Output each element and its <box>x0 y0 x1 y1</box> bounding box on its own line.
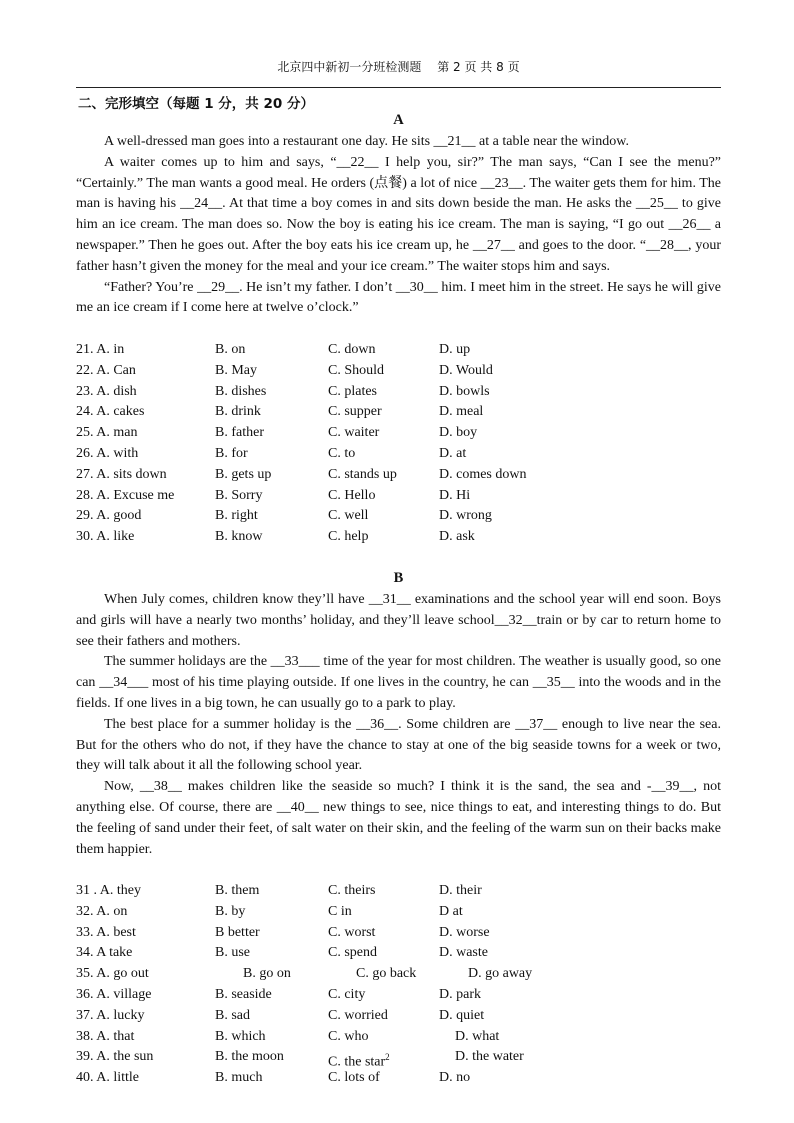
question-row <box>76 423 721 444</box>
option-a: 25. A. man <box>76 425 138 441</box>
option-a: 22. A. Can <box>76 362 136 378</box>
option-a: 36. A. village <box>76 986 152 1002</box>
passage-a-paragraph: A waiter comes up to him and says, “__22__ I help you, sir?” The man says, “Can I see the menu?” “Certainly.” The man wants a good meal. He orders (点餐) a lot of nice __23__. The waiter gets them for him. The man is having his __24__. At that time a boy comes in and sits down beside the man. He asks the __25__ to give him an ice cream. The man does so. Now the boy is eating his ice cream. The man is saying, “I go out __26__ a newspaper.” Then he goes out. After the boy eats his ice cream up, he __27__ and goes to the door. “__28__, your father hasn’t given the money for the meal and your ice cream.” The waiter stops him and says. <box>76 154 721 274</box>
option-d: D. waste <box>439 945 488 961</box>
question-row <box>76 527 721 548</box>
option-c: C. Should <box>328 362 385 378</box>
question-row <box>76 943 721 964</box>
passage-a <box>76 132 721 319</box>
option-b: B. them <box>215 883 260 898</box>
page-header: 北京四中新初一分班检测题 第 2 页 共 8 页 <box>277 60 520 74</box>
option-c: C. waiter <box>328 425 380 441</box>
option-d: D. at <box>439 445 467 461</box>
question-row <box>76 902 721 923</box>
option-c: C. who <box>328 1028 369 1044</box>
option-c: C. worried <box>328 1007 388 1023</box>
option-c: C. go back <box>356 966 417 982</box>
option-c: C. stands up <box>328 466 397 482</box>
header-divider <box>76 87 721 88</box>
option-d: D. Hi <box>439 487 471 503</box>
section-title: 二、完形填空（每题 1 分，共 20 分） <box>78 96 314 112</box>
option-d: D. meal <box>439 404 484 420</box>
option-b: B. which <box>215 1028 266 1044</box>
option-a: 33. A. best <box>76 924 136 940</box>
option-d: D. park <box>439 986 481 1002</box>
option-a: 32. A. on <box>76 903 128 919</box>
option-d: D. go away <box>468 966 533 982</box>
option-d: D at <box>439 903 463 919</box>
question-row <box>76 444 721 465</box>
option-d: D. bowls <box>439 383 490 399</box>
option-b: B. use <box>215 945 250 961</box>
option-b: B. May <box>215 362 257 378</box>
question-row <box>76 402 721 423</box>
part-a-title: A <box>393 112 404 128</box>
option-a: 30. A. like <box>76 529 135 545</box>
option-a: 26. A. with <box>76 445 139 461</box>
option-b: B. dishes <box>215 383 267 399</box>
option-d: D. comes down <box>439 466 527 482</box>
passage-b-paragraph: The summer holidays are the __33___ time of the year for most children. The weather is usually good, so one can __34___ most of his time playing outside. If one lives in the country, he can __35__ into the woods and in the fields. If one lives in a big town, he can usually go to a park to play. <box>76 654 721 711</box>
question-row <box>76 923 721 944</box>
option-d: D. what <box>455 1028 500 1044</box>
option-d: D. boy <box>439 425 478 441</box>
option-c-text: C. the star <box>328 1055 386 1071</box>
option-c: C in <box>328 903 352 919</box>
option-c: C. well <box>328 508 369 524</box>
option-b: B. on <box>215 342 246 357</box>
option-c: C. Hello <box>328 487 376 503</box>
options-b <box>76 881 721 1089</box>
option-b: B. much <box>215 1070 263 1086</box>
option-b: B. seaside <box>215 986 272 1002</box>
question-row <box>76 340 721 361</box>
option-b: B. sad <box>215 1007 250 1023</box>
superscript-mark: 2 <box>385 1052 390 1063</box>
option-c: C. plates <box>328 383 377 399</box>
question-row <box>76 465 721 486</box>
option-c: C. help <box>328 529 369 545</box>
option-a: 40. A. little <box>76 1070 139 1086</box>
option-b: B. drink <box>215 404 261 420</box>
question-row <box>76 985 721 1006</box>
question-row <box>76 881 721 902</box>
option-c: C. to <box>328 445 356 461</box>
option-a: 31 . A. they <box>76 883 141 898</box>
option-c: C. down <box>328 342 376 357</box>
option-b: B. know <box>215 529 263 545</box>
option-a: 27. A. sits down <box>76 466 167 482</box>
option-a: 23. A. dish <box>76 383 137 399</box>
passage-a-paragraph: A well-dressed man goes into a restaurant one day. He sits __21__ at a table near the window. <box>104 134 629 149</box>
option-a: 35. A. go out <box>76 966 149 982</box>
option-d: D. the water <box>455 1049 524 1065</box>
option-c: C. city <box>328 986 366 1002</box>
option-a: 39. A. the sun <box>76 1049 154 1065</box>
option-b: B. right <box>215 508 258 524</box>
option-d: D. wrong <box>439 508 492 524</box>
option-a: 37. A. lucky <box>76 1007 145 1023</box>
question-row <box>76 964 721 985</box>
option-b: B. father <box>215 425 264 441</box>
question-row <box>76 486 721 507</box>
option-b: B. by <box>215 903 246 919</box>
question-row <box>76 1027 721 1048</box>
question-row <box>76 1047 721 1071</box>
option-d: D. quiet <box>439 1007 485 1023</box>
option-c: C. worst <box>328 924 376 940</box>
option-d: D. Would <box>439 362 493 378</box>
option-d: D. their <box>439 883 482 898</box>
option-c: C. spend <box>328 945 377 961</box>
option-b: B. for <box>215 445 248 461</box>
question-row <box>76 1068 721 1089</box>
passage-b-paragraph: The best place for a summer holiday is the __36__. Some children are __37__ enough to live near the sea. But for the others who do not, if they have the chance to stay at one of the big seaside towns for a week or two, they will talk about it all the following school year. <box>76 716 721 774</box>
question-row <box>76 382 721 403</box>
option-b: B. go on <box>243 966 291 982</box>
passage-b-paragraph: When July comes, children know they’ll have __31__ examinations and the school year will end soon. Boys and girls will have a nearly two months’ holiday, and they’ll leave school__32__train or by car to return home to see their fathers and mothers. <box>76 592 721 649</box>
option-a: 28. A. Excuse me <box>76 487 175 503</box>
option-c: C. theirs <box>328 883 376 898</box>
option-d: D. no <box>439 1070 471 1086</box>
option-d: D. worse <box>439 924 490 940</box>
option-c: C. supper <box>328 404 382 420</box>
option-a: 38. A. that <box>76 1028 135 1044</box>
passage-a-paragraph: “Father? You’re __29__. He isn’t my father. I don’t __30__ him. I meet him in the street. He says he will give me an ice cream if I come here at twelve o’clock.” <box>76 279 721 316</box>
option-a: 34. A take <box>76 945 133 961</box>
option-b: B. the moon <box>215 1049 284 1065</box>
option-b: B. gets up <box>215 466 272 482</box>
passage-b <box>76 590 721 860</box>
part-b-title: B <box>393 570 404 586</box>
option-a: 24. A. cakes <box>76 404 145 420</box>
option-a: 21. A. in <box>76 342 125 357</box>
option-d: D. up <box>439 342 471 357</box>
option-b: B. Sorry <box>215 487 263 503</box>
option-d: D. ask <box>439 529 475 545</box>
question-row <box>76 361 721 382</box>
option-c: C. lots of <box>328 1070 380 1086</box>
question-row <box>76 506 721 527</box>
question-row <box>76 1006 721 1027</box>
options-a <box>76 340 721 548</box>
passage-b-paragraph: Now, __38__ makes children like the seaside so much? I think it is the sand, the sea and -__39__, not anything else. Of course, there are __40__ new things to see, nice things to eat, and interesting things to do. But the feeling of sand under their feet, of salt water on their skin, and the feeling of the warm sun on their backs make them happier. <box>76 779 721 857</box>
option-b: B better <box>215 924 260 940</box>
option-a: 29. A. good <box>76 508 142 524</box>
